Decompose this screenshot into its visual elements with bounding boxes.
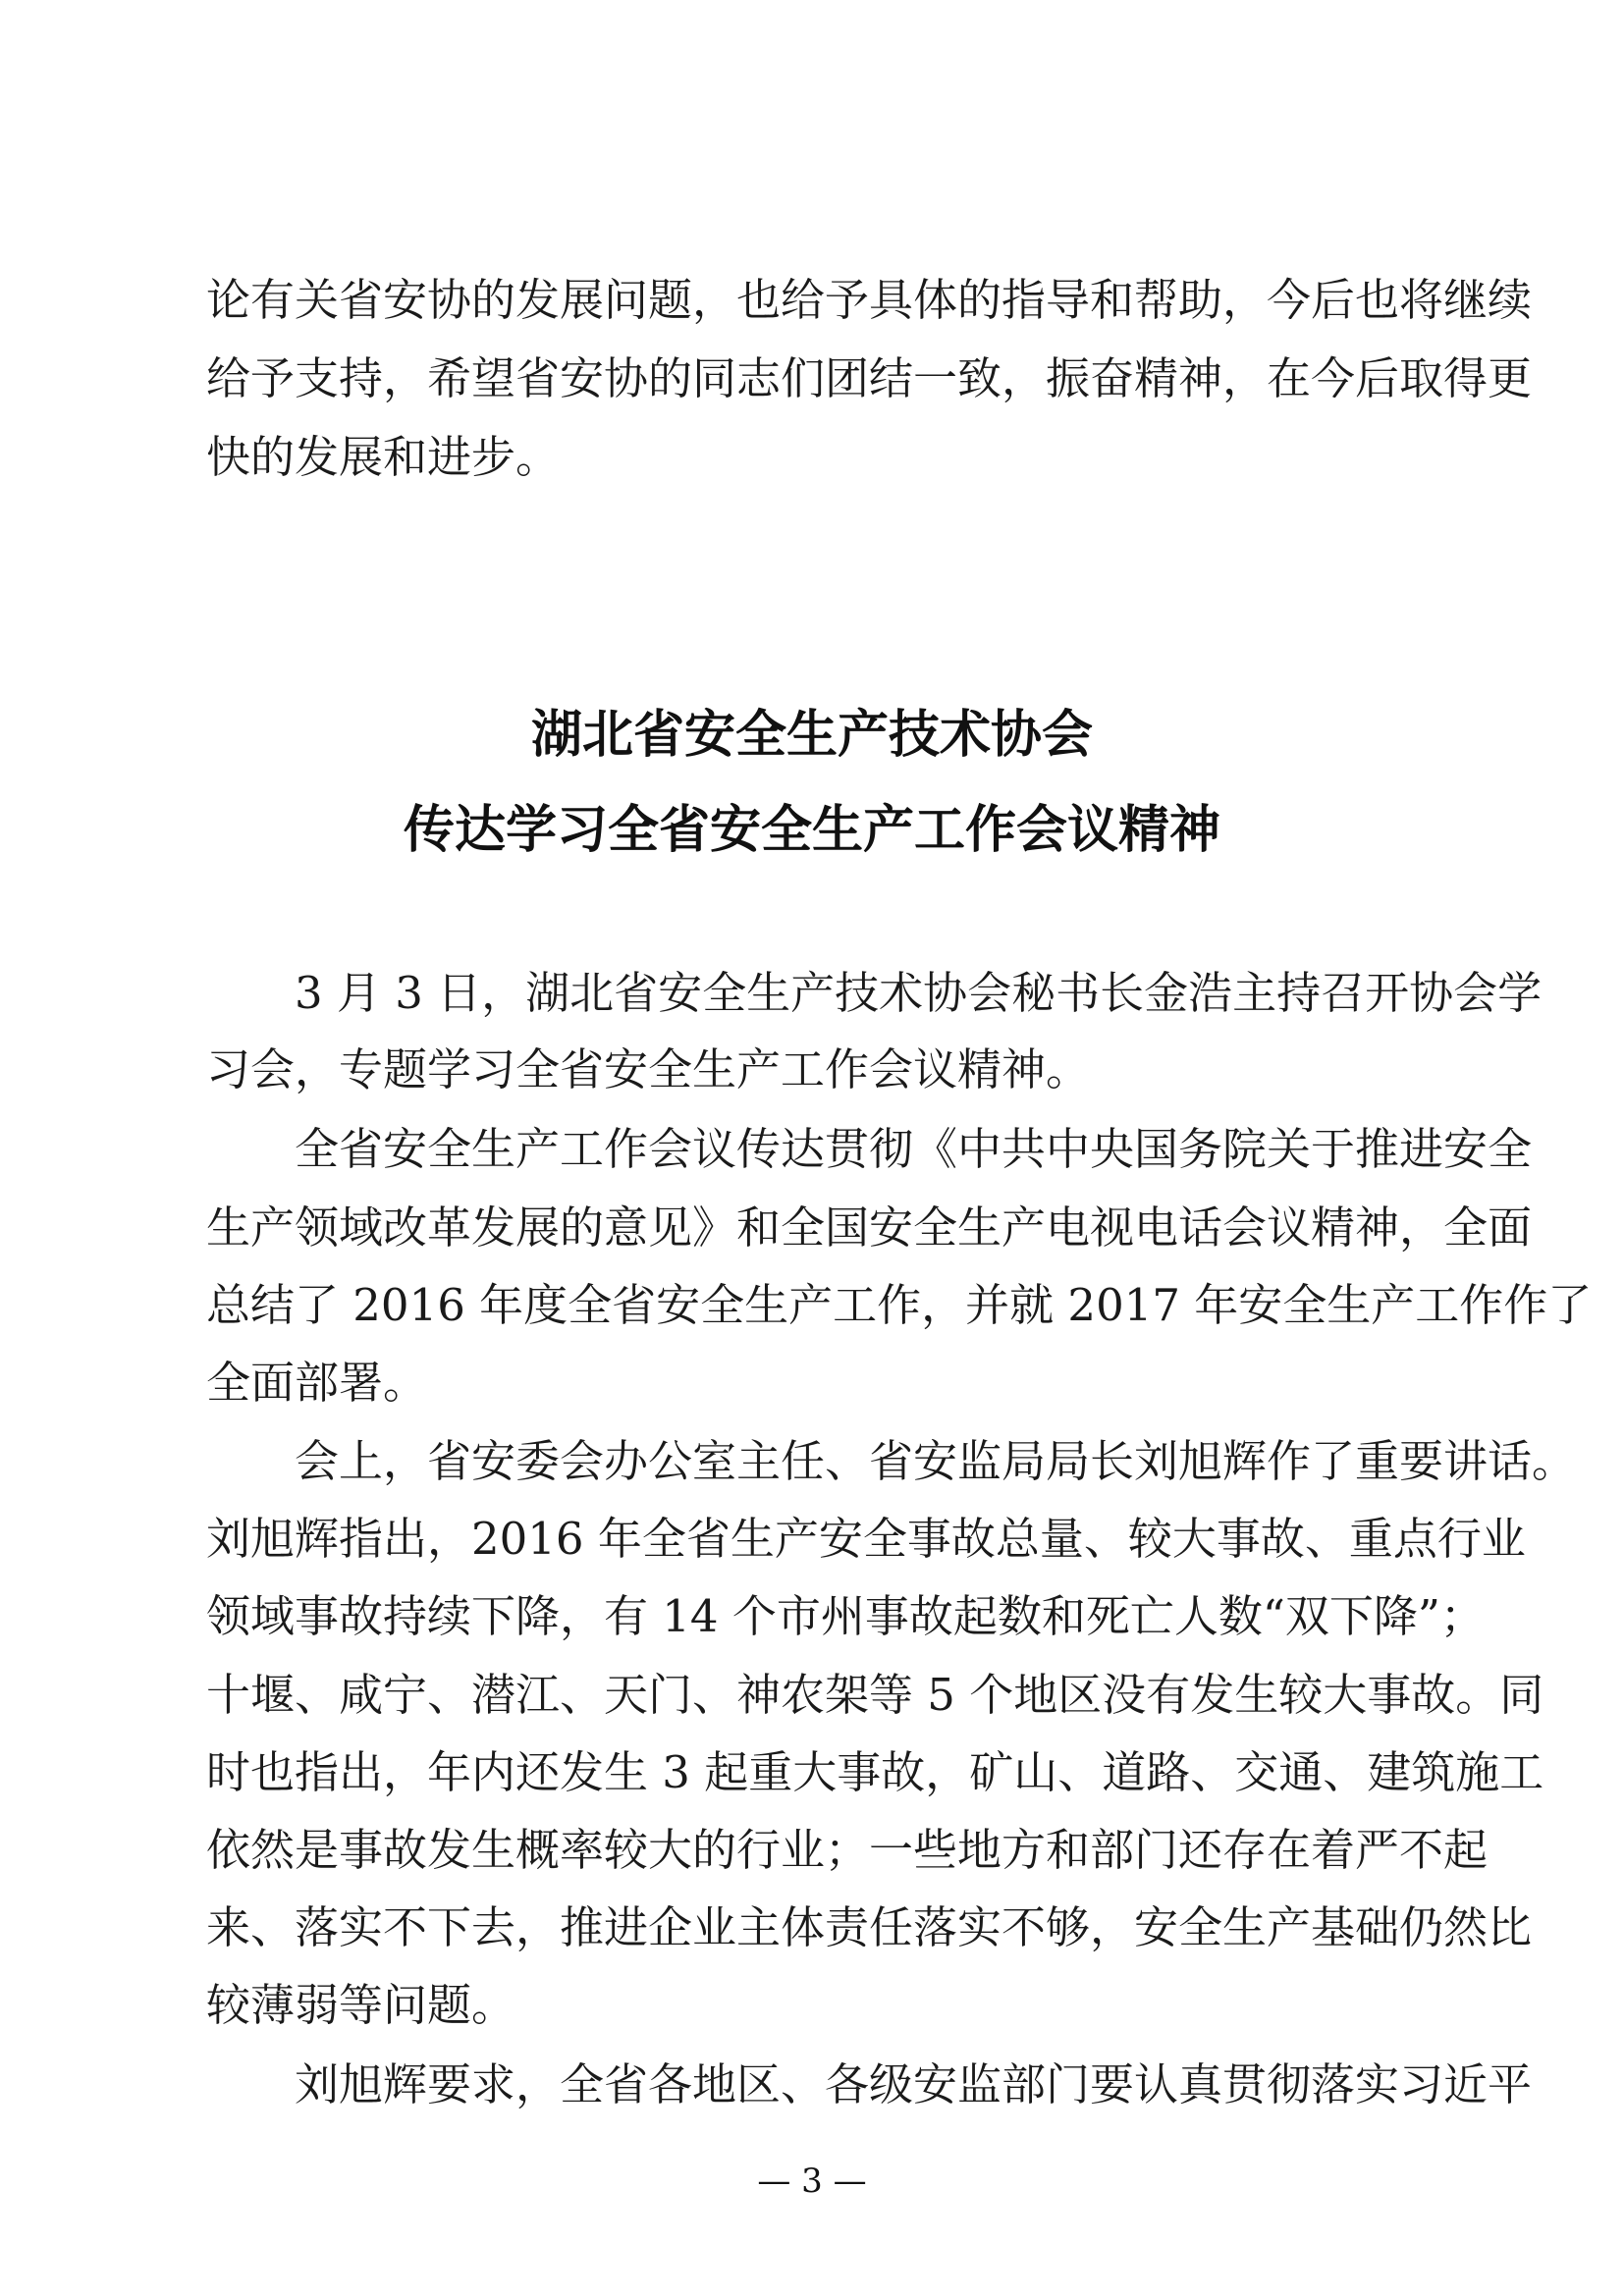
continuation-line-1: 论有关省安协的发展问题，也给予具体的指导和帮助，今后也将继续: [206, 274, 1533, 326]
paragraph-3-line-3: 领域事故持续下降，有 14 个市州事故起数和死亡人数“双下降”；: [206, 1590, 1485, 1642]
paragraph-1-line-2: 习会，专题学习全省安全生产工作会议精神。: [206, 1043, 1091, 1095]
paragraph-3-line-4: 十堰、咸宁、潜江、天门、神农架等 5 个地区没有发生较大事故。同: [206, 1669, 1544, 1721]
paragraph-3-line-5: 时也指出，年内还发生 3 起重大事故，矿山、道路、交通、建筑施工: [206, 1746, 1544, 1798]
paragraph-1-line-1: 3 月 3 日，湖北省安全生产技术协会秘书长金浩主持召开协会学: [295, 967, 1543, 1019]
paragraph-2-line-3: 总结了 2016 年度全省安全生产工作，并就 2017 年安全生产工作作了: [206, 1279, 1593, 1331]
article-title-line-2: 传达学习全省安全生产工作会议精神: [403, 801, 1220, 860]
paragraph-2-line-4: 全面部署。: [206, 1357, 428, 1409]
paragraph-2-line-1: 全省安全生产工作会议传达贯彻《中共中央国务院关于推进安全: [295, 1123, 1533, 1175]
article-title-line-1: 湖北省安全生产技术协会: [530, 706, 1093, 765]
paragraph-2-line-2: 生产领域改革发展的意见》和全国安全生产电视电话会议精神，全面: [206, 1201, 1533, 1254]
paragraph-3-line-1: 会上，省安委会办公室主任、省安监局局长刘旭辉作了重要讲话。: [295, 1435, 1577, 1487]
paragraph-3-line-7: 来、落实不下去，推进企业主体责任落实不够，安全生产基础仍然比: [206, 1901, 1533, 1953]
page-number: — 3 —: [757, 2162, 867, 2201]
paragraph-3-line-8: 较薄弱等问题。: [206, 1979, 516, 2031]
continuation-line-2: 给予支持，希望省安协的同志们团结一致，振奋精神，在今后取得更: [206, 352, 1533, 404]
paragraph-4-line-1: 刘旭辉要求，全省各地区、各级安监部门要认真贯彻落实习近平: [295, 2058, 1533, 2110]
paragraph-3-line-2: 刘旭辉指出，2016 年全省生产安全事故总量、较大事故、重点行业: [206, 1513, 1526, 1565]
paragraph-3-line-6: 依然是事故发生概率较大的行业；一些地方和部门还存在着严不起: [206, 1824, 1489, 1876]
continuation-line-3: 快的发展和进步。: [206, 431, 561, 483]
